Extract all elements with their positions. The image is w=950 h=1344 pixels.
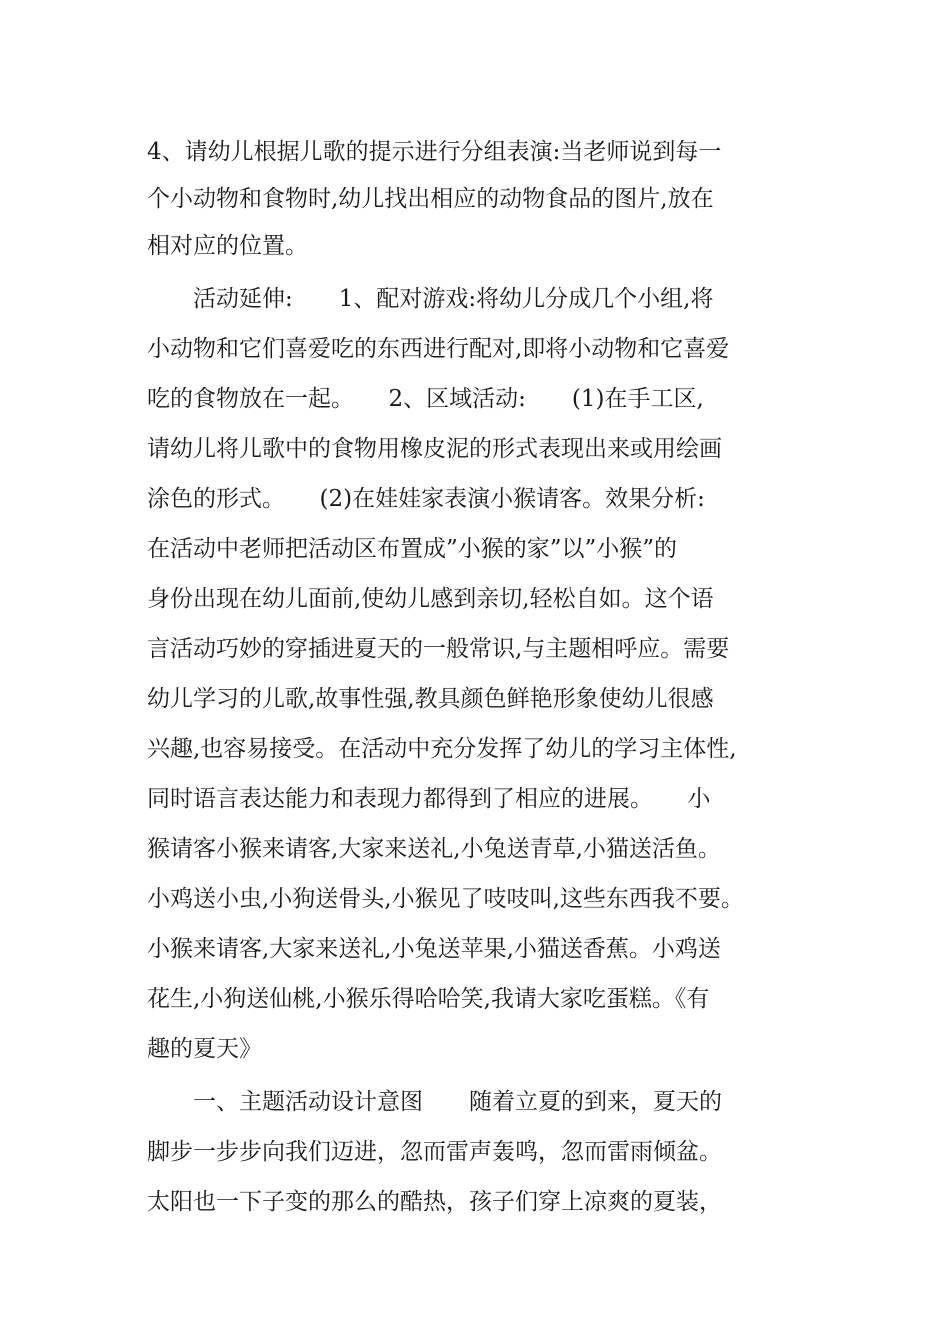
text-line: 身份出现在幼儿面前,使幼儿感到亲切,轻松自如。这个语 <box>147 586 714 612</box>
text-line: 小鸡送小虫,小狗送骨头,小猴见了吱吱叫,这些东西我不要。 <box>147 886 744 912</box>
text-line: 趣的夏天》 <box>147 1036 262 1062</box>
text-line: 幼儿学习的儿歌,故事性强,教具颜色鲜艳形象使幼儿很感 <box>147 686 714 712</box>
text-line: 相对应的位置。 <box>147 233 308 259</box>
text-line: 猴请客小猴来请客,大家来送礼,小兔送青草,小猫送活鱼。 <box>147 836 721 862</box>
text-line: 兴趣,也容易接受。在活动中充分发挥了幼儿的学习主体性, <box>147 736 737 762</box>
text-line: 请幼儿将儿歌中的食物用橡皮泥的形式表现出来或用绘画 <box>147 436 722 462</box>
text-line: 一、主题活动设计意图 随着立夏的到来，夏天的 <box>147 1089 722 1115</box>
text-line: 花生,小狗送仙桃,小猴乐得哈哈笑,我请大家吃蛋糕。《有 <box>147 986 710 1012</box>
text-line: 4、请幼儿根据儿歌的提示进行分组表演:当老师说到每一 <box>147 139 722 165</box>
text-line: 言活动巧妙的穿插进夏天的一般常识,与主题相呼应。需要 <box>147 636 730 662</box>
text-line: 同时语言表达能力和表现力都得到了相应的进展。 小 <box>147 786 711 812</box>
text-line: 吃的食物放在一起。 2、区域活动: (1)在手工区, <box>147 386 704 412</box>
text-line: 太阳也一下子变的那么的酷热，孩子们穿上凉爽的夏装， <box>147 1189 722 1215</box>
text-line: 脚步一步步向我们迈进，忽而雷声轰鸣，忽而雷雨倾盆。 <box>147 1139 722 1165</box>
text-line: 在活动中老师把活动区布置成”小猴的家”以”小猴”的 <box>147 536 678 562</box>
text-line: 小动物和它们喜爱吃的东西进行配对,即将小动物和它喜爱 <box>147 336 730 362</box>
text-line: 小猴来请客,大家来送礼,小兔送苹果,小猫送香蕉。小鸡送 <box>147 936 721 962</box>
text-line: 活动延伸: 1、配对游戏:将幼儿分成几个小组,将 <box>147 286 714 312</box>
text-line: 个小动物和食物时,幼儿找出相应的动物食品的图片,放在 <box>147 186 714 212</box>
text-line: 涂色的形式。 (2)在娃娃家表演小猴请客。效果分析: <box>147 486 705 512</box>
